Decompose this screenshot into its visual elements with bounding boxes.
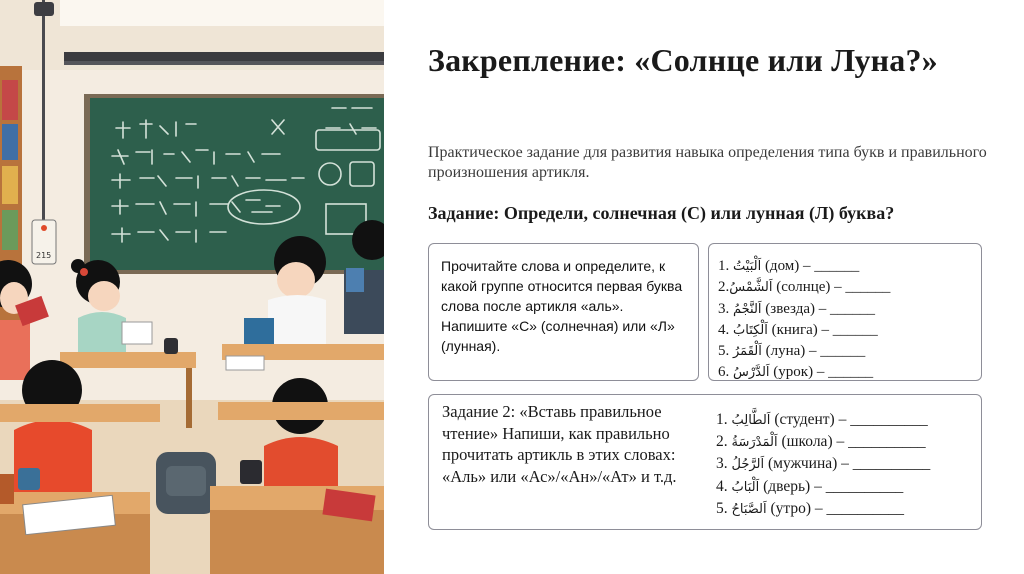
list-item: 2.اَلشَّمْسُ (солнце) – ______ [718, 279, 891, 296]
list-item: 1. اَلطَّالِبُ (студент) – __________ [716, 411, 928, 428]
answer-blank[interactable]: ______ [830, 300, 875, 317]
list-item: 3. اَلرَّجُلُ (мужчина) – __________ [716, 455, 931, 473]
answer-blank[interactable]: ______ [845, 279, 891, 296]
instructions-box [428, 243, 699, 381]
task-heading: Задание: Определи, солнечная (С) или лунная (Л) буква? [428, 203, 895, 223]
answer-blank[interactable]: ______ [828, 364, 874, 381]
list-item: 4. اَلْبَابُ (дверь) – __________ [716, 477, 904, 495]
list-item: 5. اَلْقَمَرُ (луна) – ______ [718, 343, 866, 360]
answer-blank[interactable]: __________ [826, 499, 905, 517]
list-item: 5. اَلصَّبَاحُ (утро) – __________ [716, 499, 905, 517]
list-item: 4. اَلْكِتَابُ (книга) – ______ [718, 321, 878, 338]
answer-blank[interactable]: __________ [825, 477, 904, 495]
answer-blank[interactable]: ______ [814, 258, 860, 274]
word-list-1 [708, 243, 982, 381]
list-item: 2. اَلْمَدْرَسَةُ (школа) – __________ [716, 433, 926, 451]
list-item: 3. اَلنَّجْمُ (звезда) – ______ [718, 300, 875, 317]
answer-blank[interactable]: __________ [848, 433, 926, 451]
slide-description: Практическое задание для развития навыка определения типа букв и правильного произношения артикля. [428, 144, 987, 181]
word-list-2 [716, 409, 930, 520]
answer-blank[interactable]: ______ [832, 321, 878, 338]
board-number: 215 [36, 251, 52, 260]
list-item: 6. اَلدَّرْسُ (урок) – ______ [718, 364, 874, 381]
list-item: 1. اَلْبَيْتُ (дом) – ______ [718, 258, 860, 274]
slide-title: Закрепление: «Солнце или Луна?» [428, 42, 938, 78]
classroom-illustration [0, 0, 384, 574]
answer-blank[interactable]: __________ [852, 455, 931, 473]
answer-blank[interactable]: ______ [820, 343, 866, 360]
instructions-text: Прочитайте слова и определите, к какой группе относится первая буква слова после артикля «аль». Напишите «С» (солнечная) или «Л» (лунная). [441, 258, 683, 354]
task2-text: Задание 2: «Вставь правильное чтение» Напиши, как правильно прочитать артикль в этих словах: «Аль» или «Ас»/«Ан»/«Ат» и т.д. [442, 402, 677, 486]
task2-box [428, 394, 982, 530]
answer-blank[interactable]: __________ [850, 411, 928, 428]
